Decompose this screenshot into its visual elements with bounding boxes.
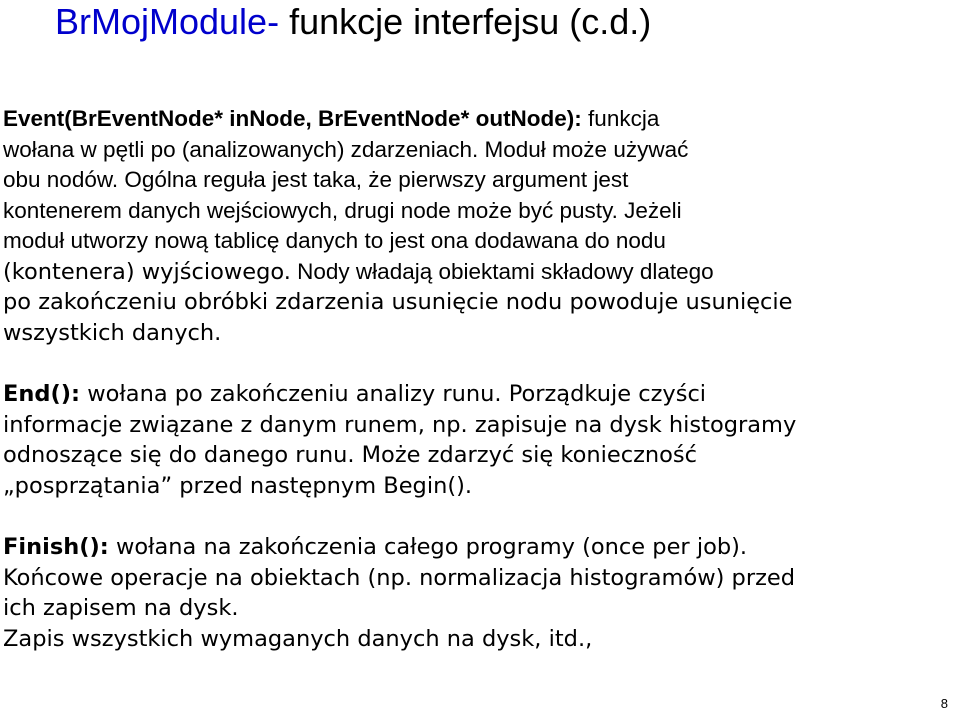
event-line-1-text: funkcja [581,106,660,131]
finish-line-4: Zapis wszystkich wymaganych danych na dysk, itd., [3,625,593,652]
event-line-8: wszystkich danych. [3,319,222,346]
finish-line-3: ich zapisem na dysk. [3,595,239,621]
finish-signature: Finish(): [3,534,109,560]
end-signature: End(): [3,381,81,407]
slide-content [3,104,953,654]
event-paragraph [3,104,953,348]
event-signature: Event(BrEventNode* inNode, BrEventNode* outNode): [3,106,582,131]
event-line-6-part-1: (kontenera) wyjściowego. [3,258,291,285]
event-line-4: kontenerem danych wejściowych, drugi node może być pusty. Jeżeli [3,197,682,223]
event-line-7: po zakończeniu obróbki zdarzenia usunięcie nodu powoduje usunięcie [3,289,793,315]
end-line-3: odnoszące się do danego runu. Może zdarzyć się konieczność [3,442,698,468]
event-line-5: moduł utworzy nową tablicę danych to jest ona dodawana do nodu [3,228,666,253]
slide-title-subtitle: funkcje interfejsu (c.d.) [279,1,652,42]
end-paragraph [3,379,953,501]
event-line-6 [3,257,953,288]
slide-title-module-name: BrMojModule- [55,1,280,42]
finish-line-2: Końcowe operacje na obiektach (np. normalizacja histogramów) przed [3,564,796,591]
event-line-1 [3,104,953,135]
finish-line-1 [3,532,953,563]
slide-title [55,0,651,44]
end-line-2: informacje związane z danym runem, np. zapisuje na dysk histogramy [3,411,797,438]
event-line-2: wołana w pętli po (analizowanych) zdarzeniach. Moduł może używać [3,136,689,162]
section-spacer [3,501,953,532]
section-spacer [3,348,953,379]
finish-line-1-text: wołana na zakończenia całego programy (once per job). [108,534,748,560]
end-line-4: „posprzątania” przed następnym Begin(). [3,472,473,499]
page-number: 8 [940,696,948,711]
end-line-1 [3,379,953,410]
end-line-1-text: wołana po zakończeniu analizy runu. Porządkuje czyści [80,381,707,407]
finish-paragraph [3,532,953,654]
event-line-6-part-2: Nody władają obiektami składowy dlatego [290,258,714,284]
event-line-3: obu nodów. Ogólna reguła jest taka, że pierwszy argument jest [3,167,629,192]
